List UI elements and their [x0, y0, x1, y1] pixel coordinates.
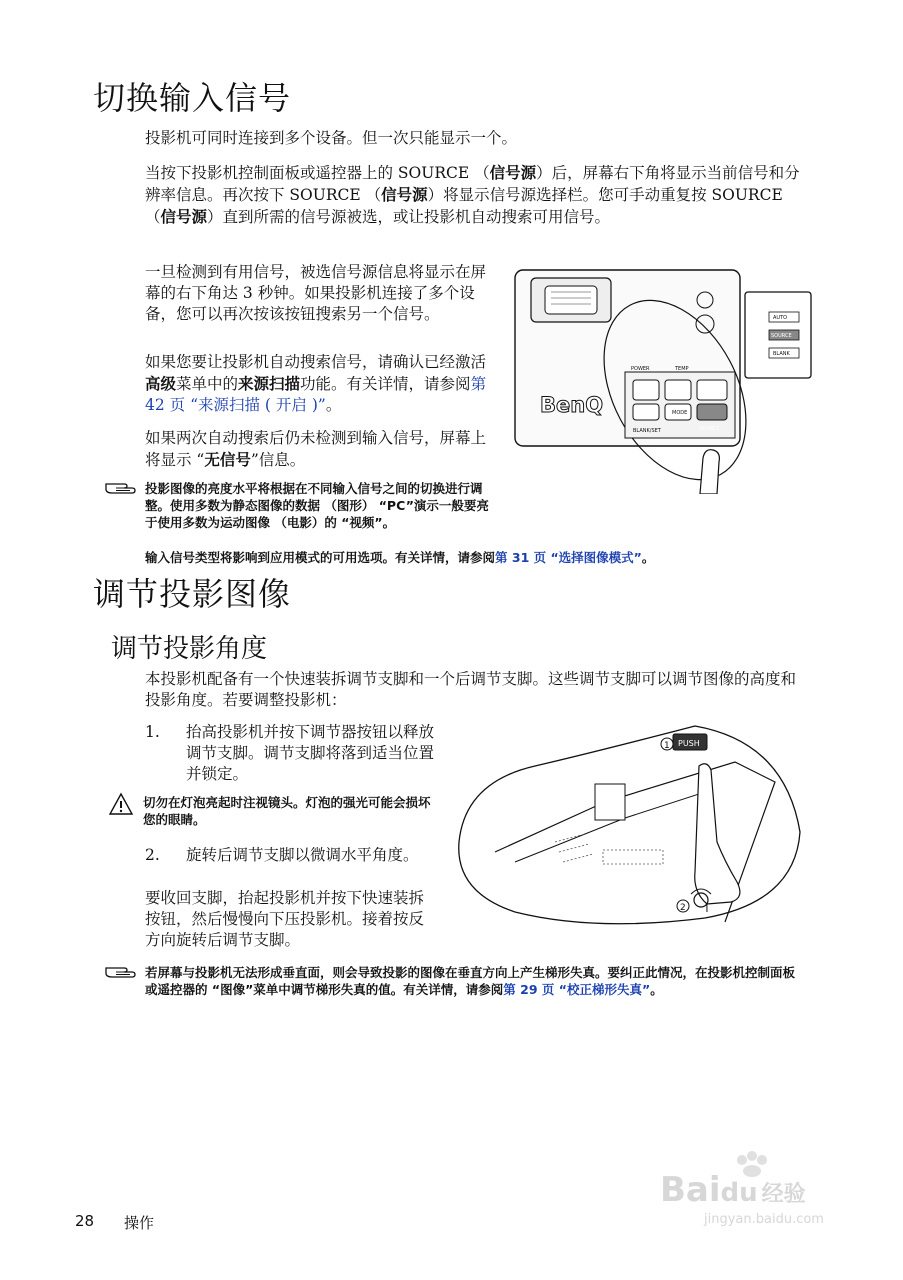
- page-title-switch-input: 切换输入信号: [93, 79, 292, 117]
- paragraph-intro: 投影机可同时连接到多个设备。但一次只能显示一个。: [145, 129, 518, 147]
- svg-text:BLANK: BLANK: [773, 351, 790, 357]
- step-2-number: 2.: [145, 846, 160, 864]
- footer-section: 操作: [124, 1214, 155, 1232]
- detail-outline: [459, 726, 800, 924]
- svg-text:TEMP: TEMP: [675, 366, 689, 372]
- warning-lens: 切勿在灯泡亮起时注视镜头。灯泡的强光可能会损坏您的眼睛。: [143, 795, 431, 827]
- warning-icon: [108, 792, 134, 816]
- note-hand-icon: [104, 478, 138, 498]
- svg-text:AUTO: AUTO: [773, 315, 788, 321]
- finger-pressing-icon: [700, 450, 719, 494]
- paragraph-no-signal: 如果两次自动搜索后仍未检测到输入信号，屏幕上将显示 “无信号”信息。: [145, 429, 487, 469]
- source-button-highlight: [697, 404, 727, 420]
- svg-text:BLANK/SET: BLANK/SET: [633, 428, 661, 434]
- note-input-type: 输入信号类型将影响到应用模式的可用选项。有关详情，请参阅第 31 页 “选择图像模式”。: [145, 550, 655, 565]
- paragraph-auto-search: 如果您要让投影机自动搜索信号，请确认已经激活高级菜单中的来源扫描功能。有关详情，请参阅第 42 页 “来源扫描 ( 开启 )”。: [145, 353, 487, 414]
- svg-text:POWER: POWER: [631, 366, 650, 372]
- note-brightness: 投影图像的亮度水平将根据在不同输入信号之间的切换进行调整。使用多数为静态图像的数据 （图形） “PC”演示一般要亮于使用多数为运动图像 （电影）的 “视频”。: [145, 481, 489, 530]
- power-button: [633, 380, 659, 400]
- brand-logo: BenQ: [540, 393, 604, 417]
- svg-text:1: 1: [664, 741, 670, 751]
- paragraph-signal-detected: 一旦检测到有用信号，被选信号源信息将显示在屏幕的右下角达 3 秒钟。如果投影机连接了多个设备，您可以再次按该按钮搜索另一个信号。: [145, 263, 487, 323]
- step-2-text: 旋转后调节支脚以微调水平角度。: [186, 846, 419, 864]
- paragraph-source: 当按下投影机控制面板或遥控器上的 SOURCE （信号源）后，屏幕右下角将显示当前信号和分辨率信息。再次按下 SOURCE （信号源）将显示信号源选择栏。您可手动重复按 SOURCE （信号源）直到所需的信号源被选，或让投影机自动搜索可用信号。: [145, 163, 800, 226]
- svg-text:MODE: MODE: [672, 410, 688, 416]
- paragraph-retract-feet: 要收回支脚，抬起投影机并按下快速装拆按钮，然后慢慢向下压投影机。接着按反方向旋转后调节支脚。: [145, 889, 425, 949]
- svg-text:SOURCE: SOURCE: [699, 426, 720, 432]
- section-title-adjust-image: 调节投影图像: [93, 575, 292, 613]
- note-hand-icon: [104, 962, 138, 982]
- step-1-number: 1.: [145, 723, 160, 741]
- baidu-watermark: Baidu 经验 jingyan.baidu.com: [660, 1150, 860, 1230]
- link-source-scan[interactable]: 第 42 页 “来源扫描 ( 开启 )”: [145, 375, 487, 414]
- adjuster-foot-figure: [455, 722, 805, 928]
- link-picture-mode[interactable]: 第 31 页 “选择图像模式”: [495, 550, 642, 565]
- projector-control-panel-figure: [505, 262, 825, 494]
- paragraph-adjust-feet: 本投影机配备有一个快速装拆调节支脚和一个后调节支脚。这些调节支脚可以调节图像的高度和投影角度。若要调整投影机：: [145, 670, 797, 709]
- page-number: 28: [75, 1212, 95, 1230]
- subsection-title-adjust-angle: 调节投影角度: [111, 634, 268, 664]
- step-1-text: 抬高投影机并按下调节器按钮以释放调节支脚。调节支脚将落到适当位置并锁定。: [186, 723, 435, 783]
- svg-text:SOURCE: SOURCE: [771, 333, 792, 339]
- note-keystone: 若屏幕与投影机无法形成垂直面，则会导致投影的图像在垂直方向上产生梯形失真。要纠正此情况，在投影机控制面板或遥控器的 “图像”菜单中调节梯形失真的值。有关详情，请参阅第 29 页 “校正梯形失真”。: [145, 965, 796, 997]
- link-keystone[interactable]: 第 29 页 “校正梯形失真”: [503, 982, 651, 997]
- svg-text:PUSH: PUSH: [678, 739, 700, 748]
- svg-text:2: 2: [680, 903, 686, 913]
